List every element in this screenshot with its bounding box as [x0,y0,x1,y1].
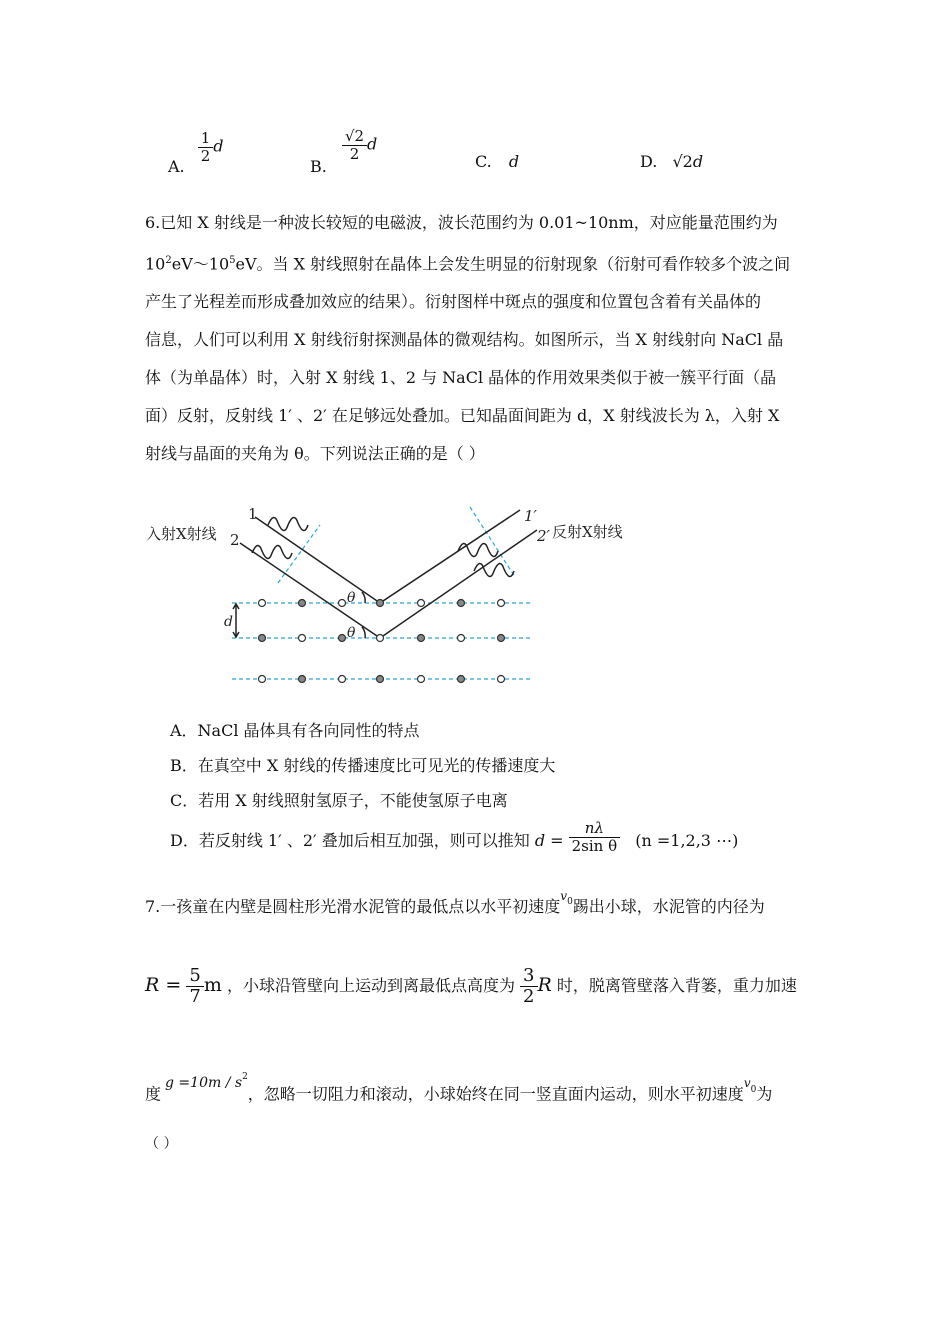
atom [418,676,425,683]
ray-1-label: 1 [248,505,258,523]
wavefront-incident [278,525,320,583]
q6-line: 面）反射，反射线 1′ 、2′ 在足够远处叠加。已知晶面间距为 d，X 射线波长为 λ，入射 X [145,406,780,426]
atom [498,635,505,642]
wave-packet-2 [252,545,292,558]
atom [339,600,346,607]
atom [377,676,384,683]
q6-line: $10^2eV\sim 10^5eV$。当 X 射线照射在晶体上会发生明显的衍射现象（衍射可看作较多个波之间 [145,254,791,274]
atom [259,676,266,683]
q6-line: 体（为单晶体）时，入射 X 射线 1、2 与 NaCl 晶体的作用效果类似于被一簇平行面（晶 [145,368,777,388]
option-label: B. [310,156,327,176]
fraction: $\frac{1}{2}$ [198,130,214,164]
atom [377,600,384,607]
ray-1-path [255,510,520,603]
theta-arc-bottom [362,627,365,638]
atoms [259,600,505,683]
atom [339,676,346,683]
q6-line: 产生了光程差而形成叠加效应的结果）。衍射图样中斑点的强度和位置包含着有关晶体的 [145,292,762,312]
q6-option-d: D．若反射线 1′ 、2′ 叠加后相互加强，则可以推知 d = $\frac{n\lambda}{\text{2sin θ}}$ (n =1,2,3 ⋯) [170,819,739,855]
atom [418,600,425,607]
atom [458,600,465,607]
atom [458,635,465,642]
ray-2-label: 2 [230,531,240,549]
atom [299,600,306,607]
atom [498,676,505,683]
ray-2-path [240,530,537,638]
q7-line2: R = $\frac{5}{7}$ m ，小球沿管壁向上运动到离最低点高度为 $\frac{3}{2}$ R 时，脱离管壁落入背篓，重力加速 [145,965,797,1007]
q7-line3: 度$g =10m / s^2$，忽略一切阻力和滚动，小球始终在同一竖直面内运动，则水平初速度$^v_0$为 [145,1072,773,1104]
h-fraction: $\frac{3}{2}$ [520,966,537,1007]
atom [299,635,306,642]
q6-stem [145,204,825,473]
q5-option-b: B. $\frac{√2}{2}$ d [310,127,378,176]
reflected-label: 反射X射线 [552,523,623,541]
atom [418,635,425,642]
atom [498,600,505,607]
atom [339,635,346,642]
ray-1p-label: 1′ [524,507,537,525]
atom [458,676,465,683]
wave-packet-1p [458,543,498,556]
wave-packet-1 [268,517,308,530]
q7-line1: 7.一孩童在内壁是圆柱形光滑水泥管的最低点以水平初速度$^v_0$踢出小球，水泥管的内径为 [145,889,765,916]
rays [233,510,537,638]
q6-option-c: C．若用 X 射线照射氢原子，不能使氢原子电离 [170,791,508,810]
fraction: $\frac{√2}{2}$ [342,128,367,162]
d-label: d [224,614,233,630]
q6-line: 6.已知 X 射线是一种波长较短的电磁波，波长范围约为 0.01~10nm，对应能量范围约为 [145,213,778,232]
atom [259,635,266,642]
q5-option-c: C. d [475,152,520,171]
option-label: D. [640,152,658,171]
q7-answer-blank: （ ） [145,1136,178,1152]
q6-line: 信息，人们可以利用 X 射线衍射探测晶体的微观结构。如图所示，当 X 射线射向 NaCl 晶 [145,330,784,350]
atom [377,635,384,642]
incident-label: 入射X射线 [146,525,217,543]
q6-option-b: B．在真空中 X 射线的传播速度比可见光的传播速度大 [170,756,556,775]
theta-arc-top [362,592,365,603]
q5-option-d: D. √2d [640,152,704,171]
formula-fraction: $\frac{n\lambda}{\text{2sin θ}}$ [569,820,621,854]
option-label: C. [475,152,492,171]
theta-label-bottom: θ [347,625,356,641]
r-fraction: $\frac{5}{7}$ [186,966,203,1007]
xray-diffraction-figure [140,495,660,695]
theta-label-top: θ [347,590,356,606]
option-label: A. [168,156,185,176]
atom [299,676,306,683]
ray-2p-label: 2′ [537,527,550,545]
q6-option-a: A．NaCl 晶体具有各向同性的特点 [170,721,420,740]
q6-line: 射线与晶面的夹角为 θ。下列说法正确的是（ ） [145,444,485,464]
atom [259,600,266,607]
q5-option-a: A. $\frac{1}{2}$ d [168,129,224,176]
